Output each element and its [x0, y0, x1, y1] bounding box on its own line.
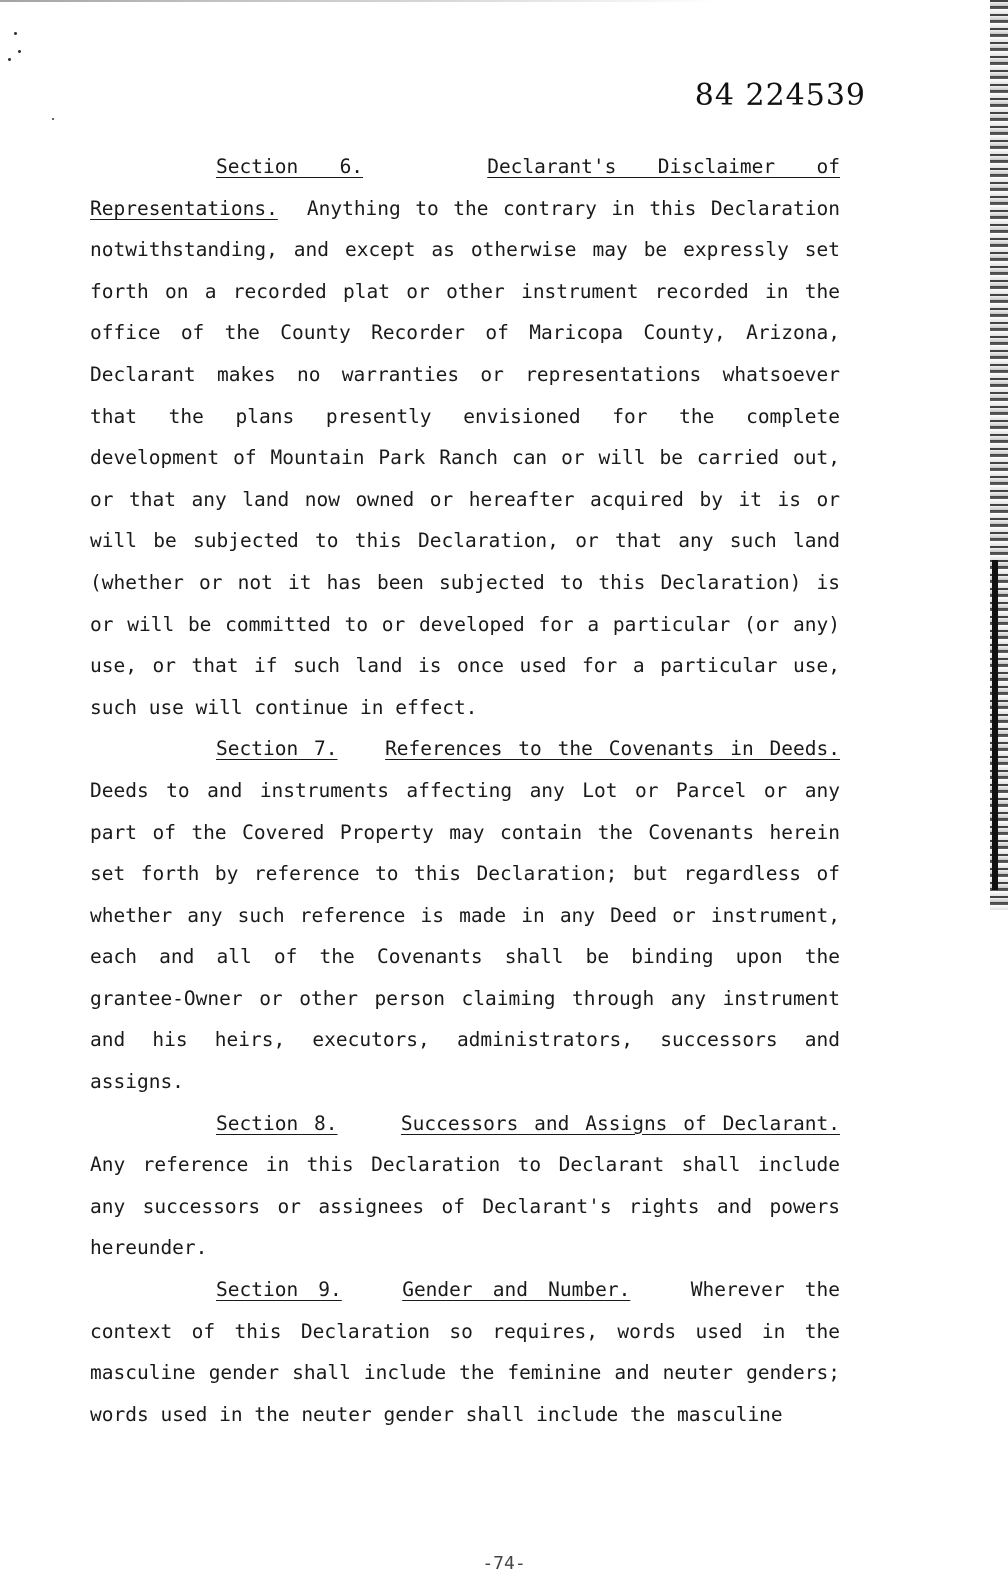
section-7-number: Section 7. — [216, 737, 338, 761]
page-number: -74- — [482, 1553, 526, 1574]
section-7-paragraph — [90, 728, 840, 1102]
scan-artifact-top — [0, 0, 720, 2]
section-8-body: Any reference in this Declaration to Declarant shall include any successors or assignees of Declarant's rights and powers hereunder. — [90, 1153, 840, 1260]
scan-speck — [52, 118, 54, 120]
scan-speck — [14, 32, 17, 35]
section-6-paragraph — [90, 146, 840, 728]
section-9-number: Section 9. — [216, 1278, 342, 1302]
section-8-number: Section 8. — [216, 1111, 338, 1135]
section-9-body: Wherever the context of this Declaration so requires, words used in the masculine gender shall include the feminine and neuter genders; words used in the neuter gender shall include the masculine — [90, 1278, 840, 1426]
section-9-heading: Gender and Number. — [402, 1278, 631, 1302]
section-6-number: Section 6. — [216, 155, 364, 178]
section-6-body: Anything to the contrary in this Declaration notwithstanding, and except as otherwise may be expressly set forth on a recorded plat or other instrument recorded in the office of the County Recorder of Maricopa County, Arizona, Declarant makes no warranties or representations whatsoever that the plans presently envisioned for the complete development of Mountain Park Ranch can or will be carried out, or that any land now owned or hereafter acquired by it is or will be subjected to this Declaration, or that any such land (whether or not it has been subjected to this Declaration) is or will be committed to or developed for a particular (or any) use, or that if such land is once used for a particular use, such use will continue in effect. — [90, 196, 841, 719]
scan-speck — [8, 58, 11, 61]
scan-speck — [18, 50, 21, 53]
section-8-paragraph — [90, 1103, 840, 1269]
declaration-body — [90, 146, 840, 1435]
recording-number: 84 224539 — [694, 78, 866, 113]
scan-artifact-right-bar — [992, 560, 998, 890]
section-7-body: Deeds to and instruments affecting any Lot or Parcel or any part of the Covered Property may contain the Covenants herein set forth by reference to this Declaration; but regardless of whether any such reference is made in any Deed or instrument, each and all of the Covenants shall be binding upon the grantee-Owner or other person claiming through any instrument and his heirs, executors, administrators, successors and assigns. — [90, 778, 840, 1094]
section-6-heading: Declarant's Disclaimer of Representations. — [90, 155, 840, 220]
section-7-heading: References to the Covenants in Deeds. — [385, 737, 840, 761]
section-8-heading: Successors and Assigns of Declarant. — [400, 1111, 840, 1135]
section-9-paragraph — [90, 1269, 840, 1435]
